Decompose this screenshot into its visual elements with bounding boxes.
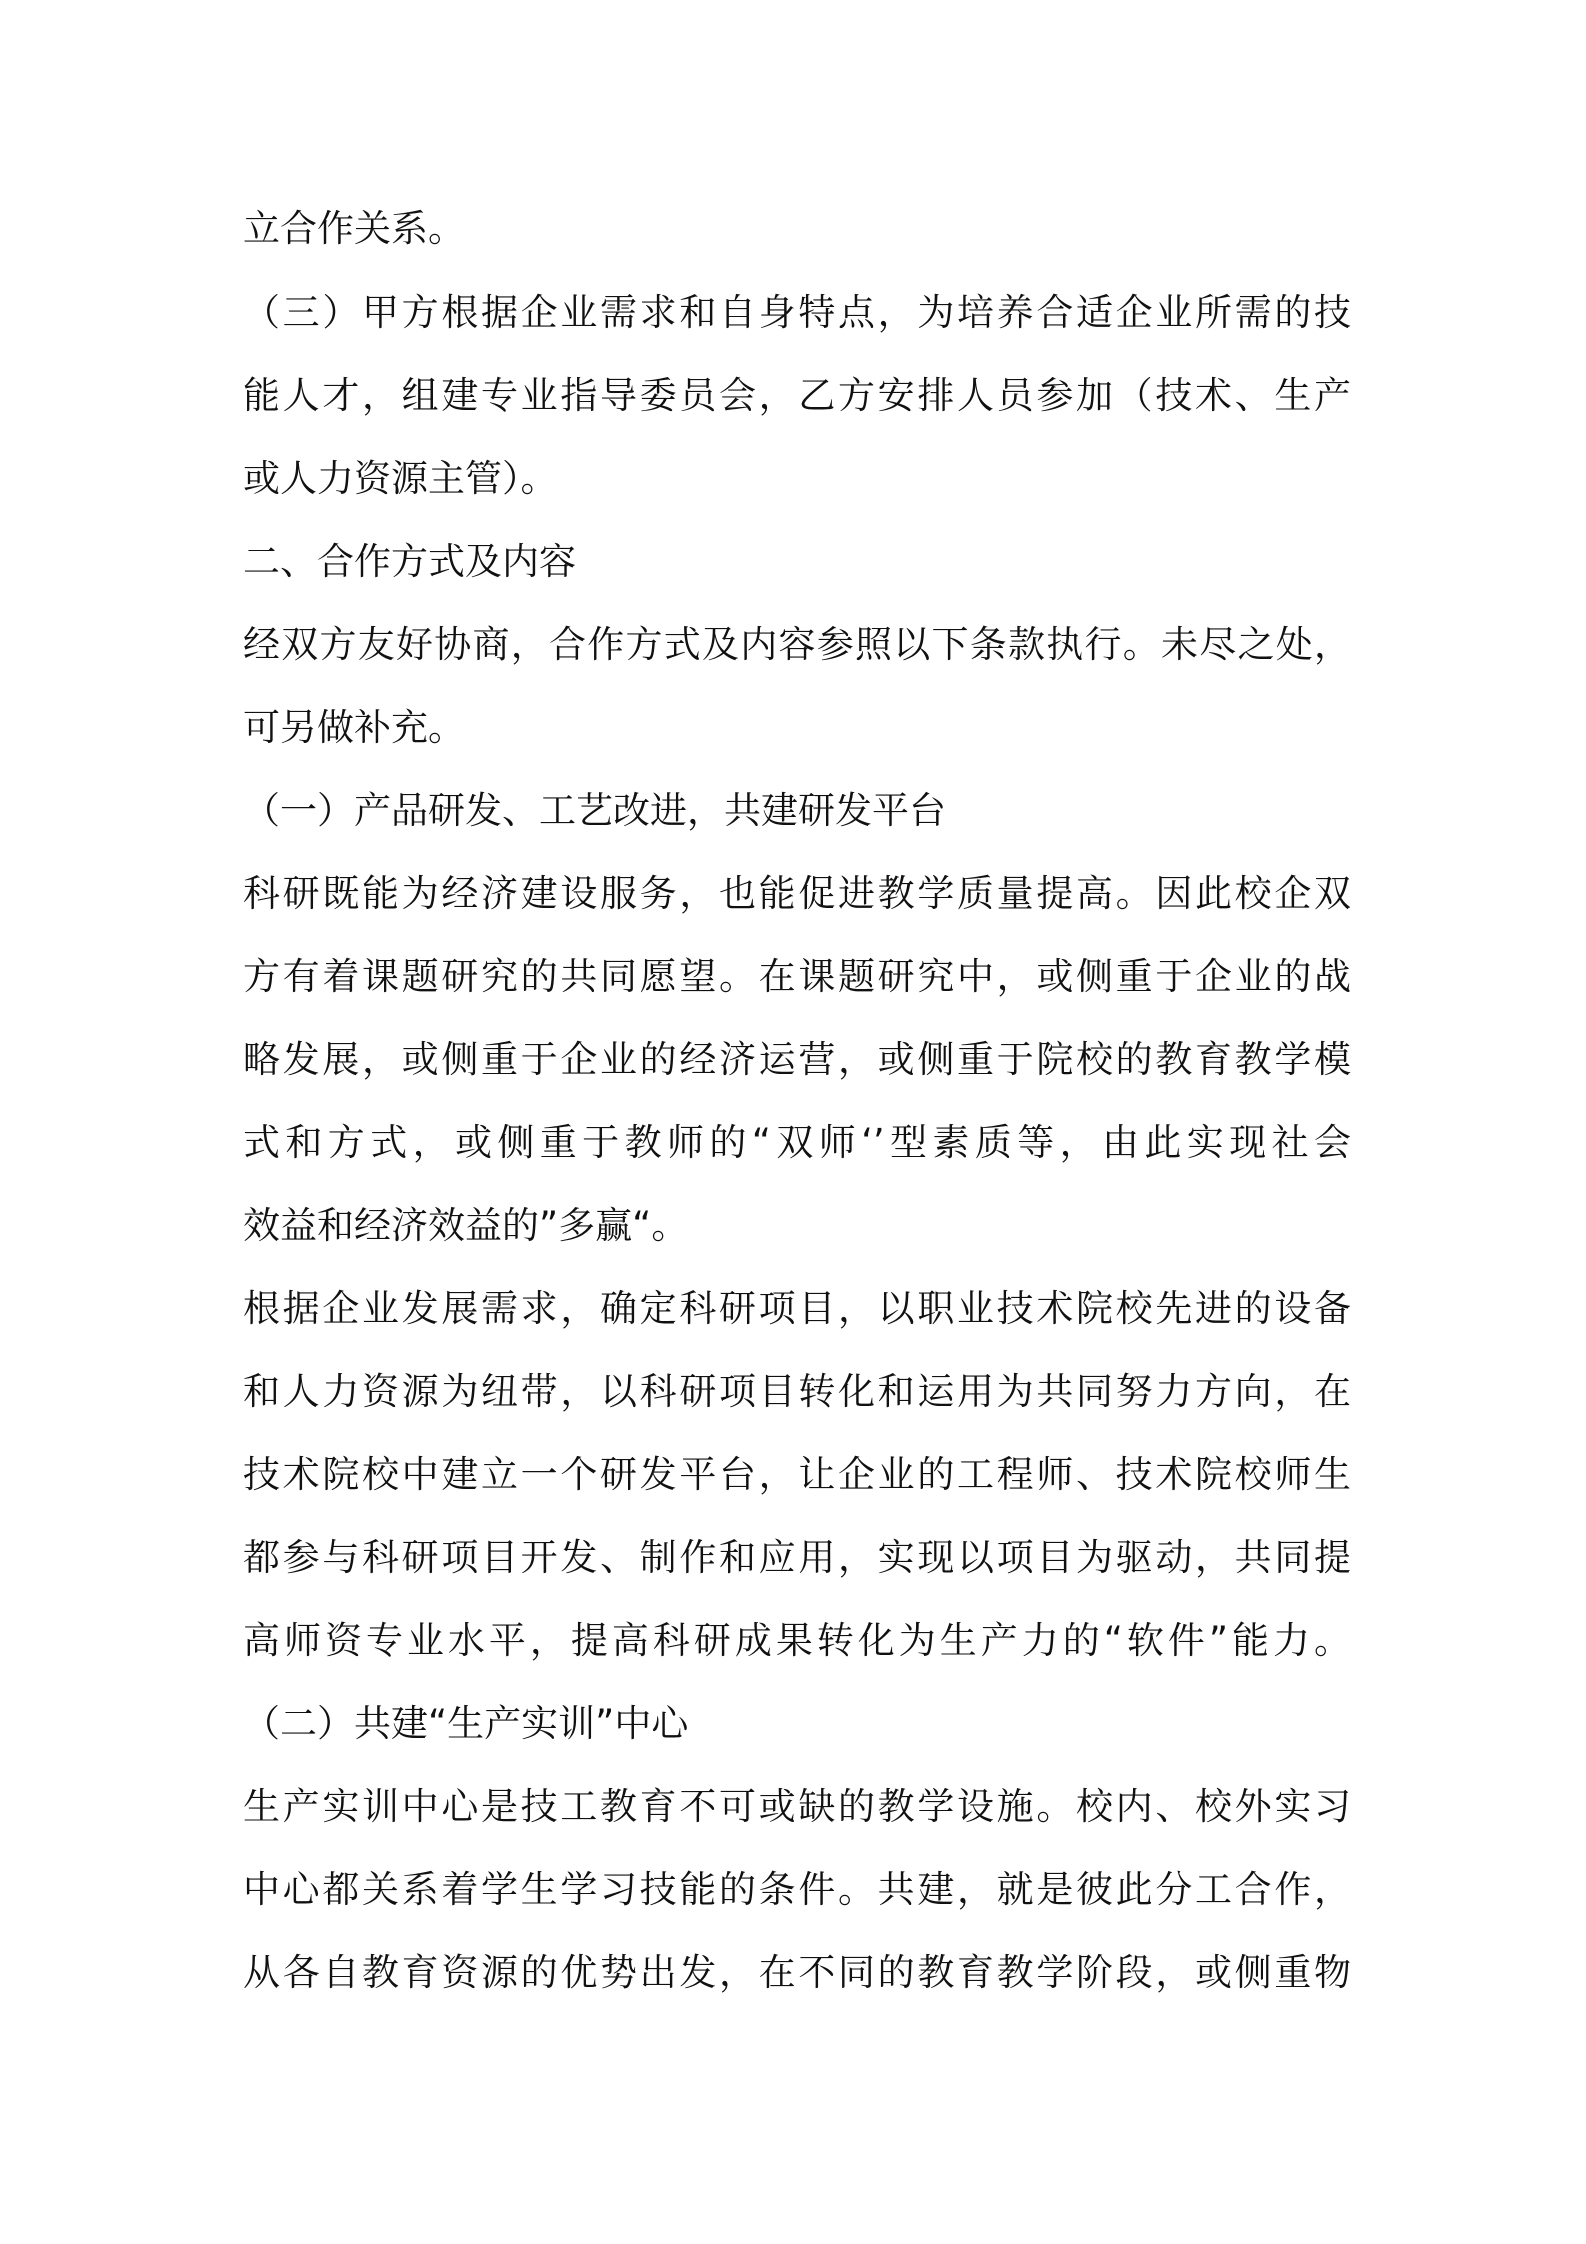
text-line: 可另做补充。 xyxy=(243,706,465,749)
text-line: 方有着课题研究的共同愿望。在课题研究中，或侧重于企业的战 xyxy=(243,955,1351,998)
text-line: 生产实训中心是技工教育不可或缺的教学设施。校内、校外实习 xyxy=(243,1785,1351,1828)
text-line: 略发展，或侧重于企业的经济运营，或侧重于院校的教育教学模 xyxy=(243,1038,1351,1081)
text-line: 高师资专业水平，提高科研成果转化为生产力的“软件”能力。 xyxy=(243,1619,1351,1662)
text-line: 根据企业发展需求，确定科研项目，以职业技术院校先进的设备 xyxy=(243,1287,1351,1330)
text-line: 或人力资源主管）。 xyxy=(243,457,558,500)
text-line: 技术院校中建立一个研发平台，让企业的工程师、技术院校师生 xyxy=(243,1453,1351,1496)
text-line: 科研既能为经济建设服务，也能促进教学质量提高。因此校企双 xyxy=(243,872,1351,915)
text-line: 中心都关系着学生学习技能的条件。共建，就是彼此分工合作， xyxy=(243,1868,1351,1911)
text-line: 从各自教育资源的优势出发，在不同的教育教学阶段，或侧重物 xyxy=(243,1951,1351,1994)
text-line: 式和方式，或侧重于教师的“双师‘’型素质等，由此实现社会 xyxy=(243,1121,1351,1164)
subsection-heading: （一）产品研发、工艺改进，共建研发平台 xyxy=(243,789,946,832)
text-line: 效益和经济效益的”多赢“。 xyxy=(243,1204,689,1247)
subsection-heading: （二）共建“生产实训”中心 xyxy=(243,1702,689,1745)
text-line: 都参与科研项目开发、制作和应用，实现以项目为驱动，共同提 xyxy=(243,1536,1351,1579)
text-line: 和人力资源为纽带，以科研项目转化和运用为共同努力方向，在 xyxy=(243,1370,1351,1413)
section-heading: 二、合作方式及内容 xyxy=(243,540,576,583)
text-line: 能人才，组建专业指导委员会，乙方安排人员参加（技术、生产 xyxy=(243,374,1351,417)
text-line: （三）甲方根据企业需求和自身特点，为培养合适企业所需的技 xyxy=(243,291,1351,334)
text-line: 经双方友好协商，合作方式及内容参照以下条款执行。未尽之处， xyxy=(243,623,1351,666)
text-line: 立合作关系。 xyxy=(243,207,465,250)
